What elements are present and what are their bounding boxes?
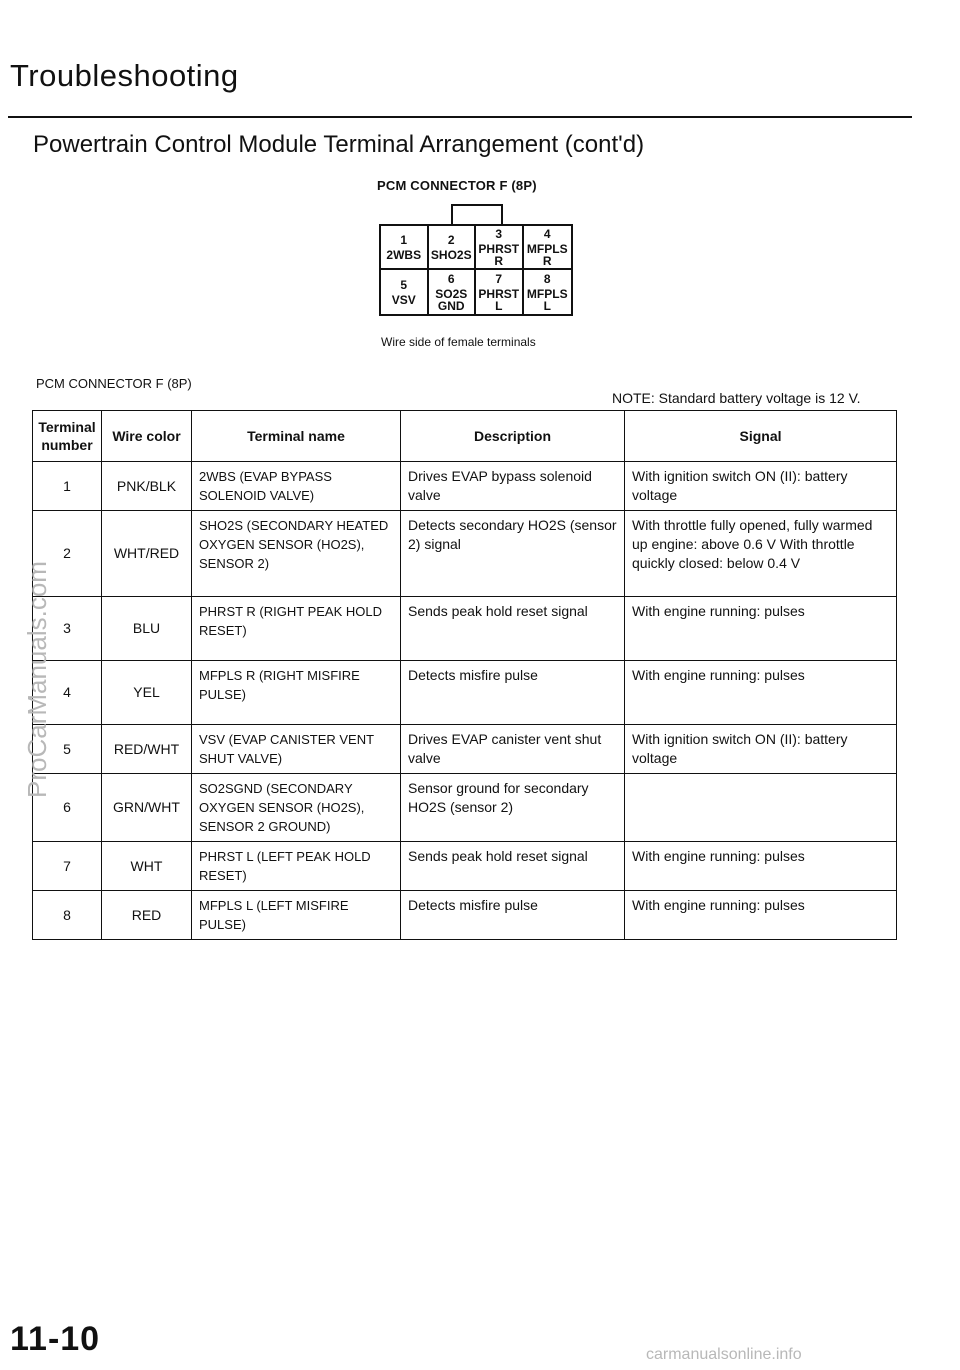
header-terminal-number: Terminal number: [33, 411, 102, 462]
pin-number: 6: [447, 271, 455, 286]
table-header-row: [33, 411, 897, 462]
cell-terminal-number: 3: [33, 597, 102, 661]
voltage-note: NOTE: Standard battery voltage is 12 V.: [612, 390, 861, 406]
pin-label: SHO2S: [430, 247, 472, 262]
terminal-table: [32, 410, 897, 940]
cell-wire-color: YEL: [102, 661, 192, 725]
connector-pin: [524, 270, 572, 314]
table-row: [33, 462, 897, 511]
cell-terminal-name: MFPLS L (LEFT MISFIRE PULSE): [192, 891, 401, 940]
cell-terminal-number: 2: [33, 511, 102, 597]
table-row: [33, 774, 897, 842]
pin-label: PHRST L: [478, 286, 520, 313]
cell-wire-color: BLU: [102, 597, 192, 661]
cell-signal: With ignition switch ON (II): battery voltage: [625, 725, 897, 774]
cell-description: Detects misfire pulse: [401, 661, 625, 725]
table-row: [33, 661, 897, 725]
cell-terminal-number: 6: [33, 774, 102, 842]
cell-wire-color: RED/WHT: [102, 725, 192, 774]
cell-terminal-number: 4: [33, 661, 102, 725]
table-row: [33, 511, 897, 597]
cell-terminal-name: SHO2S (SECONDARY HEATED OXYGEN SENSOR (HO2S), SENSOR 2): [192, 511, 401, 597]
header-terminal-name: Terminal name: [192, 411, 401, 462]
cell-description: Detects secondary HO2S (sensor 2) signal: [401, 511, 625, 597]
cell-terminal-name: SO2SGND (SECONDARY OXYGEN SENSOR (HO2S), SENSOR 2 GROUND): [192, 774, 401, 842]
cell-description: Sends peak hold reset signal: [401, 842, 625, 891]
pin-number: 7: [495, 271, 503, 286]
section-subtitle: Powertrain Control Module Terminal Arrangement (cont'd): [33, 131, 645, 158]
connector-pin: [381, 226, 429, 270]
connector-pin: [429, 226, 477, 270]
pin-label: VSV: [391, 292, 416, 307]
connector-latch: [451, 204, 503, 226]
connector-heading: PCM CONNECTOR F (8P): [377, 178, 537, 193]
cell-description: Drives EVAP bypass solenoid valve: [401, 462, 625, 511]
connector-grid: [379, 224, 573, 316]
cell-terminal-name: 2WBS (EVAP BYPASS SOLENOID VALVE): [192, 462, 401, 511]
cell-signal: [625, 774, 897, 842]
cell-signal: With throttle fully opened, fully warmed up engine: above 0.6 V With throttle quickly closed: below 0.4 V: [625, 511, 897, 597]
header-signal: Signal: [625, 411, 897, 462]
connector-pin: [476, 226, 524, 270]
connector-pin: [524, 226, 572, 270]
pin-number: 4: [543, 226, 551, 241]
pin-label: SO2S GND: [435, 286, 468, 313]
cell-signal: With engine running: pulses: [625, 597, 897, 661]
table-row: [33, 725, 897, 774]
header-wire-color: Wire color: [102, 411, 192, 462]
connector-caption: Wire side of female terminals: [381, 335, 536, 349]
pin-label: 2WBS: [386, 247, 422, 262]
table-label: PCM CONNECTOR F (8P): [36, 376, 192, 391]
cell-description: Sends peak hold reset signal: [401, 597, 625, 661]
cell-terminal-number: 8: [33, 891, 102, 940]
pin-number: 2: [447, 232, 455, 247]
pin-label: PHRST R: [478, 241, 520, 268]
cell-signal: With engine running: pulses: [625, 842, 897, 891]
connector-pin: [381, 270, 429, 314]
pin-number: 3: [495, 226, 503, 241]
title-rule: [8, 116, 912, 118]
cell-signal: With engine running: pulses: [625, 661, 897, 725]
connector-pin: [429, 270, 477, 314]
page-number: 11-10: [10, 1320, 101, 1358]
cell-description: Sensor ground for secondary HO2S (sensor 2): [401, 774, 625, 842]
watermark-bottom: carmanualsonline.info: [646, 1346, 802, 1363]
cell-signal: With ignition switch ON (II): battery voltage: [625, 462, 897, 511]
table-row: [33, 891, 897, 940]
cell-terminal-number: 5: [33, 725, 102, 774]
cell-terminal-number: 7: [33, 842, 102, 891]
cell-terminal-name: VSV (EVAP CANISTER VENT SHUT VALVE): [192, 725, 401, 774]
cell-wire-color: WHT: [102, 842, 192, 891]
connector-diagram: [379, 200, 571, 316]
table-row: [33, 842, 897, 891]
cell-description: Detects misfire pulse: [401, 891, 625, 940]
cell-wire-color: RED: [102, 891, 192, 940]
page-title: Troubleshooting: [10, 58, 239, 93]
pin-label: MFPLS R: [526, 241, 568, 268]
cell-terminal-number: 1: [33, 462, 102, 511]
cell-wire-color: WHT/RED: [102, 511, 192, 597]
pin-number: 8: [543, 271, 551, 286]
cell-description: Drives EVAP canister vent shut valve: [401, 725, 625, 774]
pin-number: 5: [400, 277, 408, 292]
connector-pin: [476, 270, 524, 314]
watermark-vertical: ProCarManuals.com: [22, 561, 52, 798]
cell-terminal-name: MFPLS R (RIGHT MISFIRE PULSE): [192, 661, 401, 725]
cell-signal: With engine running: pulses: [625, 891, 897, 940]
table-row: [33, 597, 897, 661]
cell-wire-color: GRN/WHT: [102, 774, 192, 842]
cell-terminal-name: PHRST R (RIGHT PEAK HOLD RESET): [192, 597, 401, 661]
header-description: Description: [401, 411, 625, 462]
pin-number: 1: [400, 232, 408, 247]
cell-terminal-name: PHRST L (LEFT PEAK HOLD RESET): [192, 842, 401, 891]
cell-wire-color: PNK/BLK: [102, 462, 192, 511]
pin-label: MFPLS L: [526, 286, 568, 313]
